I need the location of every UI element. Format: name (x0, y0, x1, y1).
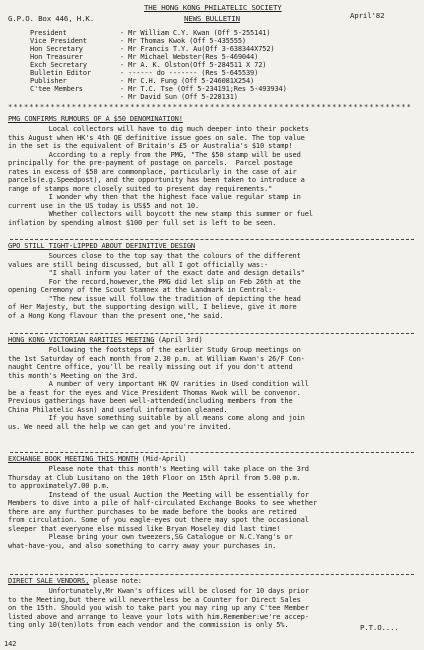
section-text-line: parcels(e.g.Speedpost), and the opportunity has been taken to introduce a (8, 176, 305, 184)
section-text-line: A number of very important HK QV rarities in Used condition will (8, 380, 309, 388)
officer-role: Hon Secretary (30, 45, 83, 53)
section-title: EXCHANGE BOOK MEETING THIS MONTH (8, 455, 139, 463)
issue-date: April'82 (350, 11, 385, 20)
officer-detail: - Mr Thomas Kwok (Off 5-435555) (120, 37, 246, 45)
section-text-line: of Her Majesty, but the supporting design will, I believe, give it more (8, 303, 297, 311)
section-text-line: what-have-you, and also something to carry away your purchases in. (8, 541, 277, 550)
section-text-line: Whether collectors will boycott the new stamp this summer or fuel (8, 210, 313, 218)
section-text-line: the 1st Saturday of each month from 2.30 p.m. at William Kwan's 26/F Con- (8, 354, 305, 363)
section-title: HONG KONG VICTORIAN RARITIES MEETING (8, 336, 155, 344)
section-text-line: "I shall inform you later of the exact date and design details" (8, 269, 305, 277)
section-text-line: Instead of the usual Auction the Meeting will be essentially for (8, 490, 309, 499)
officer-detail: - Mr Michael Webster(Res 5-469044) (120, 53, 259, 61)
officer-detail: - Mr A. K. Olston(Off 5-284511 X 72) (120, 61, 267, 69)
officer-detail: - Mr David Sun (Off 5-228131) (120, 93, 238, 101)
section-text-line: from circulation. Some of you eagle-eyes out there may spot the occasional (8, 516, 309, 524)
section-text-line: inflation by spending almost $100 per full set is left to be seen. (8, 218, 277, 227)
section-text-line: Please note that this month's Meeting will take place on the 3rd (8, 465, 309, 473)
section-divider (10, 574, 414, 575)
section-text-line: Sources close to the top say that the colours of the different (8, 252, 301, 260)
section-divider (10, 239, 414, 240)
officer-detail: - Mr Francis T.Y. Au(Off 3-638344X752) (120, 45, 275, 53)
officer-role: Bulletin Editor (30, 69, 91, 77)
officer-detail: - Mr C.H. Fung (Off 5-246081X254) (120, 77, 255, 85)
section-text-line: sleeper that everyone else missed like Bryan Moseley did last time! (8, 524, 281, 533)
section-text-line: I wonder why then that the highest face value regular stamp in (8, 193, 301, 201)
section-text-line: Local collectors will have to dig much deeper into their pockets (8, 125, 309, 133)
bulletin-title: NEWS BULLETIN (184, 14, 240, 23)
officer-role: Vice President (30, 37, 87, 45)
section-text-line: range of stamps more closely suited to present day requirements." (8, 184, 273, 193)
officer-role: Hon Treasurer (30, 53, 83, 61)
officer-detail: - Mr T.C. Tse (Off 5-234191;Res 5-493934) (120, 85, 287, 93)
section-divider (10, 333, 414, 334)
section-text-line: China Philatelic Assn) and useful information gleaned. (8, 405, 228, 414)
section-text-line: naught Centre office, you'll be really missing out if you don't attend (8, 363, 293, 371)
section-text-line: Following the footsteps of the earlier Study Group meetings on (8, 346, 301, 354)
section-text-line: rates in excess of $50 are commonplace, particularly in the case of air (8, 167, 297, 176)
officer-role: Publisher (30, 77, 67, 85)
section-text-line: this August when HK's 4th QE definitive issue goes on sale. The top value (8, 133, 305, 142)
section-text-line: Please bring your own tweezers,SG Catalogue or N.C.Yang's or (8, 533, 293, 541)
section-text-line: there are any further purchases to be made before the books are retired (8, 507, 297, 516)
section-text-line: in the set is the equivalent of Britain's £5 or Australia's $10 stamp! (8, 142, 293, 150)
section-title: GPO STILL TIGHT-LIPPED ABOUT DEFINITIVE DESIGN (8, 242, 195, 250)
officer-role: C'tee Members (30, 85, 83, 93)
section-text-line: Thursday at Club Lusitano on the 10th Floor on 15th April from 5.00 p.m. (8, 473, 301, 482)
section-text-line: Previous gatherings have been well-attended(including members from the (8, 397, 293, 405)
section-text-line: this month's Meeting on the 3rd. (8, 371, 139, 380)
section-divider (10, 452, 414, 453)
officer-role: President (30, 29, 67, 37)
section-title-suffix: (April 3rd) (153, 336, 203, 344)
section-title: DIRECT SALE VENDORS, (8, 577, 90, 585)
section-title-suffix: (Mid-April) (137, 455, 187, 463)
section-text-line: For the record,however,the PMG did let slip on Feb 26th at the (8, 277, 301, 286)
officer-detail: - Mr William C.Y. Kwan (Off 5-255141) (120, 29, 271, 37)
page-number: 142 (4, 640, 17, 648)
star-divider: **************************************************************************** (8, 103, 412, 111)
section-title: PMG CONFIRMS RUMOURS OF A $50 DENOMINATION! (8, 115, 183, 123)
section-text-line: Unfortunately,Mr Kwan's offices will be closed for 10 days prior (8, 587, 309, 595)
pto-note: P.T.O.... (360, 623, 399, 632)
section-text-line: current use in the US today is US$5 and not 10. (8, 201, 200, 210)
section-text-line: principally for the pre-payment of postage on parcels. Parcel postage (8, 159, 293, 167)
society-name: THE HONG KONG PHILATELIC SOCIETY (144, 3, 282, 12)
section-text-line: to the Meeting,but there will nevertheless be a Counter for Direct Sales (8, 595, 301, 604)
officer-role: Exch Secretary (30, 61, 87, 69)
section-text-line: be a feast for the eyes and Vice President Thomas Kwok will be convenor. (8, 388, 301, 397)
section-text-line: us. We need all the help we can get and you're invited. (8, 422, 232, 431)
section-text-line: on the 15th. Should you wish to take part you may ring up any C'tee Member (8, 604, 309, 612)
society-address: G.P.O. Box 446, H.K. (8, 14, 94, 23)
officer-detail: - ------ do ------- (Res 5-645539) (120, 69, 259, 77)
section-text-line: values are still being discussed, but all I got officially was:- (8, 260, 269, 269)
section-text-line: listed above and arrange to leave your lots with him.Remember:we're accep- (8, 612, 309, 621)
section-text-line: ting only 10(ten)lots from each vendor and the commission is only 5%. (8, 621, 289, 629)
section-text-line: "The new issue will follow the tradition of depicting the head (8, 294, 301, 303)
section-text-line: opening Ceremony of the Scout Stamnex at the Landmark in Central:- (8, 286, 277, 294)
section-text-line: If you have something suitable by all means come along and join (8, 414, 305, 422)
section-text-line: of a Hong Kong flavour than the present one,"he said. (8, 311, 224, 320)
section-text-line: to approximately7.00 p.m. (8, 482, 110, 490)
section-title-suffix: please note: (89, 577, 142, 585)
section-text-line: According to a reply from the PMG, "The $50 stamp will be used (8, 150, 301, 159)
section-text-line: Members to dive into a pile of half-circulated Exchange Books to see whether (8, 499, 317, 507)
